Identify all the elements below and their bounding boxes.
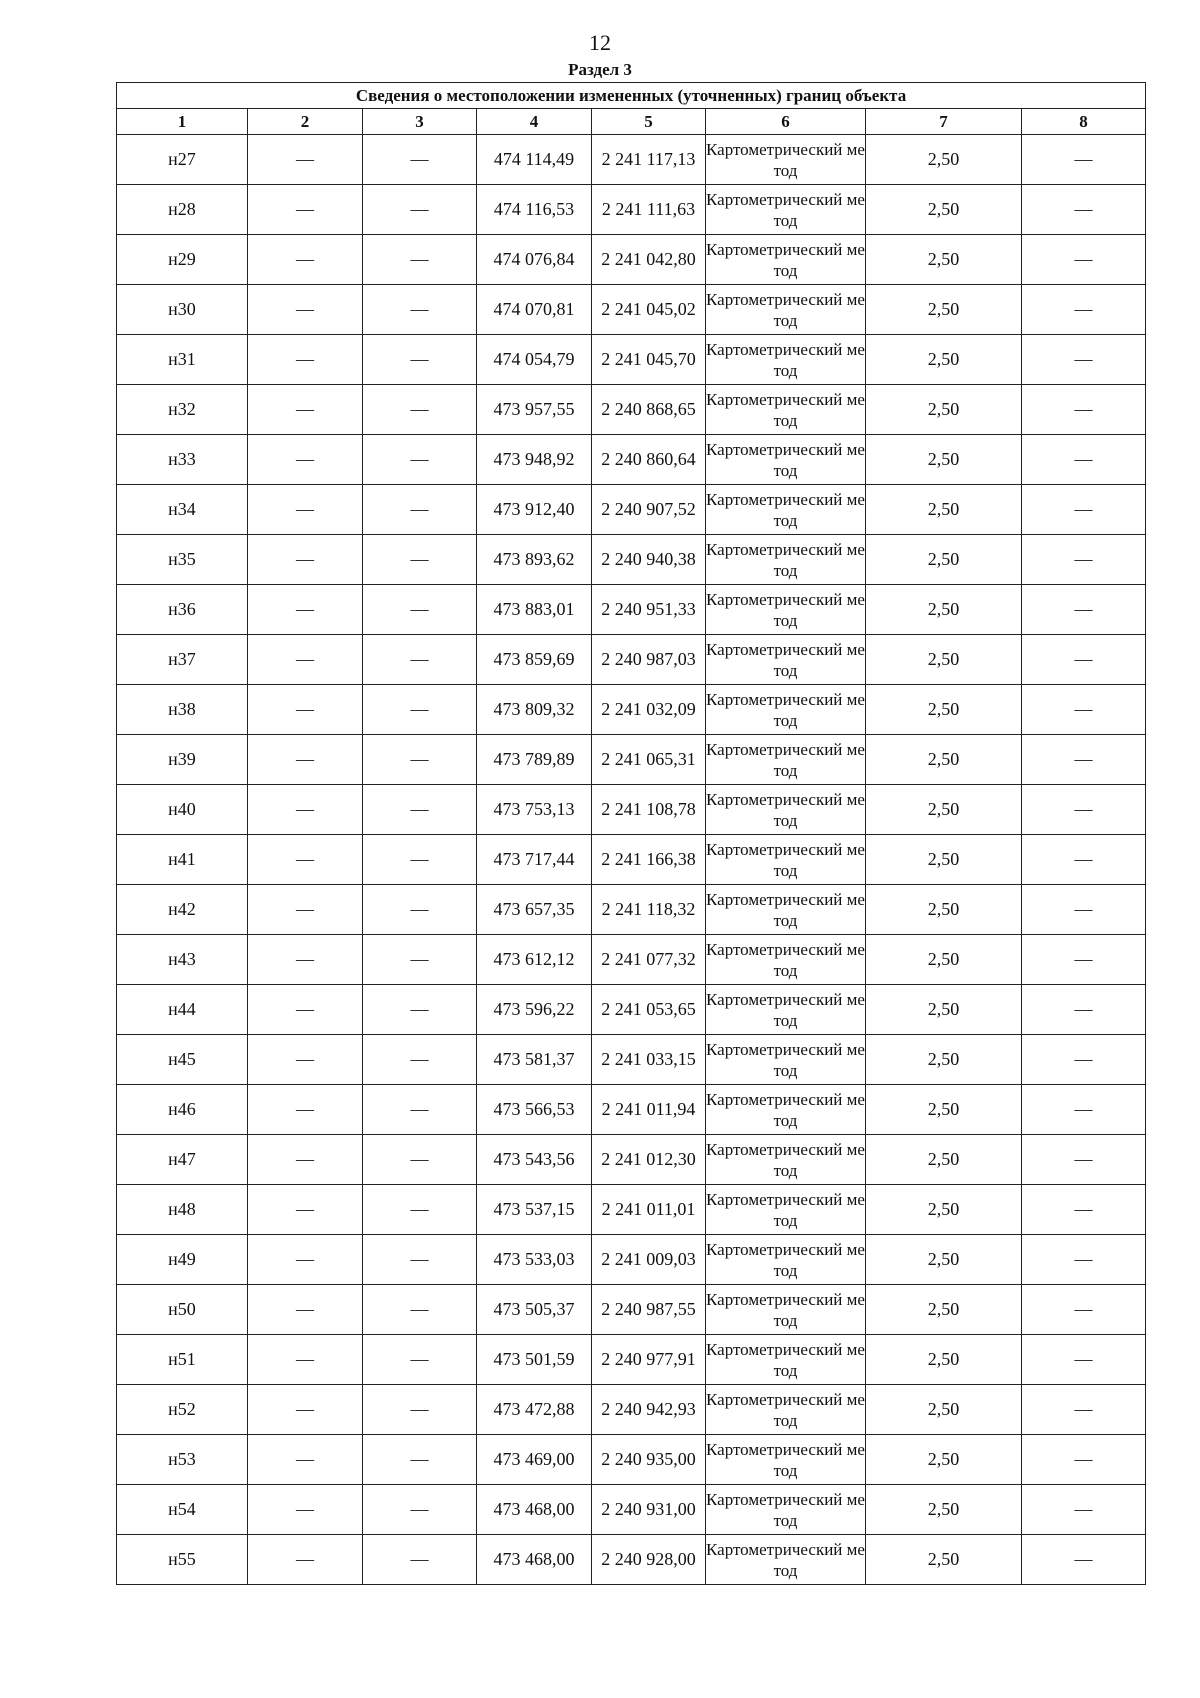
cell-col-8: — xyxy=(1022,285,1146,335)
table-row xyxy=(117,985,1146,1035)
table-row xyxy=(117,1035,1146,1085)
cell-method: Картометрический метод xyxy=(706,735,866,785)
cell-col-8: — xyxy=(1022,1335,1146,1385)
cell-method: Картометрический метод xyxy=(706,885,866,935)
cell-accuracy: 2,50 xyxy=(866,1385,1022,1435)
cell-method: Картометрический метод xyxy=(706,635,866,685)
cell-col-3: — xyxy=(363,585,477,635)
cell-point-name: н51 xyxy=(117,1335,248,1385)
cell-accuracy: 2,50 xyxy=(866,435,1022,485)
column-header: 6 xyxy=(706,109,866,135)
cell-coord-y: 2 241 011,01 xyxy=(592,1185,706,1235)
cell-col-3: — xyxy=(363,185,477,235)
cell-method: Картометрический метод xyxy=(706,335,866,385)
cell-point-name: н49 xyxy=(117,1235,248,1285)
cell-coord-y: 2 241 065,31 xyxy=(592,735,706,785)
cell-method: Картометрический метод xyxy=(706,935,866,985)
cell-col-8: — xyxy=(1022,485,1146,535)
cell-col-2: — xyxy=(248,335,363,385)
cell-coord-x: 473 533,03 xyxy=(477,1235,592,1285)
cell-method: Картометрический метод xyxy=(706,1535,866,1585)
table-row xyxy=(117,535,1146,585)
cell-col-2: — xyxy=(248,1535,363,1585)
cell-col-3: — xyxy=(363,685,477,735)
cell-accuracy: 2,50 xyxy=(866,835,1022,885)
cell-col-8: — xyxy=(1022,835,1146,885)
cell-col-3: — xyxy=(363,1085,477,1135)
cell-coord-y: 2 241 166,38 xyxy=(592,835,706,885)
table-header-row xyxy=(117,109,1146,135)
cell-coord-x: 473 505,37 xyxy=(477,1285,592,1335)
cell-coord-y: 2 240 977,91 xyxy=(592,1335,706,1385)
cell-coord-x: 474 076,84 xyxy=(477,235,592,285)
table-row xyxy=(117,685,1146,735)
cell-col-8: — xyxy=(1022,735,1146,785)
cell-coord-y: 2 241 032,09 xyxy=(592,685,706,735)
cell-col-3: — xyxy=(363,935,477,985)
cell-method: Картометрический метод xyxy=(706,985,866,1035)
column-header: 7 xyxy=(866,109,1022,135)
cell-coord-y: 2 240 860,64 xyxy=(592,435,706,485)
cell-coord-x: 474 114,49 xyxy=(477,135,592,185)
cell-coord-x: 473 566,53 xyxy=(477,1085,592,1135)
table-row xyxy=(117,135,1146,185)
cell-coord-y: 2 240 987,55 xyxy=(592,1285,706,1335)
table-row xyxy=(117,585,1146,635)
cell-col-3: — xyxy=(363,435,477,485)
cell-col-8: — xyxy=(1022,385,1146,435)
cell-point-name: н32 xyxy=(117,385,248,435)
table-row xyxy=(117,435,1146,485)
cell-col-8: — xyxy=(1022,1235,1146,1285)
cell-col-2: — xyxy=(248,785,363,835)
cell-col-3: — xyxy=(363,1235,477,1285)
column-header: 3 xyxy=(363,109,477,135)
cell-coord-x: 473 596,22 xyxy=(477,985,592,1035)
cell-col-2: — xyxy=(248,1235,363,1285)
cell-col-8: — xyxy=(1022,1535,1146,1585)
cell-coord-x: 473 543,56 xyxy=(477,1135,592,1185)
cell-coord-x: 473 657,35 xyxy=(477,885,592,935)
table-row xyxy=(117,1385,1146,1435)
cell-col-3: — xyxy=(363,1035,477,1085)
cell-method: Картометрический метод xyxy=(706,1085,866,1135)
cell-method: Картометрический метод xyxy=(706,1035,866,1085)
cell-coord-y: 2 241 033,15 xyxy=(592,1035,706,1085)
cell-coord-x: 473 912,40 xyxy=(477,485,592,535)
cell-coord-x: 473 883,01 xyxy=(477,585,592,635)
cell-accuracy: 2,50 xyxy=(866,735,1022,785)
cell-col-8: — xyxy=(1022,1285,1146,1335)
table-row xyxy=(117,635,1146,685)
table-row xyxy=(117,1085,1146,1135)
table-row xyxy=(117,1485,1146,1535)
cell-coord-x: 473 789,89 xyxy=(477,735,592,785)
cell-col-2: — xyxy=(248,285,363,335)
cell-col-3: — xyxy=(363,1185,477,1235)
cell-coord-y: 2 241 108,78 xyxy=(592,785,706,835)
cell-col-3: — xyxy=(363,335,477,385)
cell-coord-y: 2 241 009,03 xyxy=(592,1235,706,1285)
cell-coord-y: 2 241 042,80 xyxy=(592,235,706,285)
cell-col-3: — xyxy=(363,885,477,935)
cell-coord-y: 2 240 931,00 xyxy=(592,1485,706,1535)
cell-accuracy: 2,50 xyxy=(866,1035,1022,1085)
cell-col-8: — xyxy=(1022,585,1146,635)
cell-coord-x: 473 612,12 xyxy=(477,935,592,985)
cell-col-8: — xyxy=(1022,685,1146,735)
cell-col-3: — xyxy=(363,1435,477,1485)
cell-col-8: — xyxy=(1022,335,1146,385)
cell-col-8: — xyxy=(1022,435,1146,485)
cell-accuracy: 2,50 xyxy=(866,235,1022,285)
cell-accuracy: 2,50 xyxy=(866,485,1022,535)
cell-col-8: — xyxy=(1022,935,1146,985)
cell-method: Картометрический метод xyxy=(706,1385,866,1435)
column-header: 1 xyxy=(117,109,248,135)
cell-accuracy: 2,50 xyxy=(866,285,1022,335)
cell-point-name: н33 xyxy=(117,435,248,485)
cell-col-3: — xyxy=(363,285,477,335)
cell-coord-x: 473 717,44 xyxy=(477,835,592,885)
cell-point-name: н40 xyxy=(117,785,248,835)
cell-coord-y: 2 240 935,00 xyxy=(592,1435,706,1485)
cell-col-3: — xyxy=(363,1485,477,1535)
cell-col-2: — xyxy=(248,935,363,985)
cell-coord-y: 2 240 942,93 xyxy=(592,1385,706,1435)
cell-coord-y: 2 241 117,13 xyxy=(592,135,706,185)
cell-coord-y: 2 240 940,38 xyxy=(592,535,706,585)
cell-coord-x: 473 753,13 xyxy=(477,785,592,835)
page-number: 12 xyxy=(589,30,611,55)
cell-method: Картометрический метод xyxy=(706,1285,866,1335)
cell-accuracy: 2,50 xyxy=(866,1285,1022,1335)
cell-point-name: н45 xyxy=(117,1035,248,1085)
cell-method: Картометрический метод xyxy=(706,135,866,185)
table-row xyxy=(117,1285,1146,1335)
cell-method: Картометрический метод xyxy=(706,1435,866,1485)
cell-method: Картометрический метод xyxy=(706,585,866,635)
cell-accuracy: 2,50 xyxy=(866,1485,1022,1535)
cell-method: Картометрический метод xyxy=(706,435,866,485)
cell-col-2: — xyxy=(248,1085,363,1135)
cell-point-name: н50 xyxy=(117,1285,248,1335)
cell-coord-y: 2 241 011,94 xyxy=(592,1085,706,1135)
cell-col-8: — xyxy=(1022,185,1146,235)
cell-coord-x: 473 501,59 xyxy=(477,1335,592,1385)
cell-col-2: — xyxy=(248,135,363,185)
cell-coord-y: 2 240 951,33 xyxy=(592,585,706,635)
cell-coord-x: 473 957,55 xyxy=(477,385,592,435)
cell-col-8: — xyxy=(1022,635,1146,685)
cell-point-name: н28 xyxy=(117,185,248,235)
table-row xyxy=(117,935,1146,985)
cell-col-3: — xyxy=(363,1535,477,1585)
cell-point-name: н55 xyxy=(117,1535,248,1585)
cell-point-name: н48 xyxy=(117,1185,248,1235)
cell-col-2: — xyxy=(248,1385,363,1435)
cell-col-8: — xyxy=(1022,1485,1146,1535)
table-row xyxy=(117,735,1146,785)
cell-coord-x: 473 859,69 xyxy=(477,635,592,685)
cell-method: Картометрический метод xyxy=(706,1235,866,1285)
cell-col-2: — xyxy=(248,635,363,685)
cell-coord-x: 474 054,79 xyxy=(477,335,592,385)
coordinates-table xyxy=(116,82,1146,1585)
cell-col-8: — xyxy=(1022,885,1146,935)
cell-coord-x: 474 070,81 xyxy=(477,285,592,335)
cell-method: Картометрический метод xyxy=(706,1485,866,1535)
cell-coord-y: 2 241 118,32 xyxy=(592,885,706,935)
cell-point-name: н44 xyxy=(117,985,248,1035)
cell-col-2: — xyxy=(248,1435,363,1485)
cell-accuracy: 2,50 xyxy=(866,1085,1022,1135)
table-row xyxy=(117,1535,1146,1585)
cell-coord-x: 474 116,53 xyxy=(477,185,592,235)
cell-accuracy: 2,50 xyxy=(866,635,1022,685)
cell-coord-y: 2 240 907,52 xyxy=(592,485,706,535)
cell-col-3: — xyxy=(363,1335,477,1385)
cell-coord-y: 2 241 045,02 xyxy=(592,285,706,335)
cell-method: Картометрический метод xyxy=(706,785,866,835)
cell-coord-y: 2 241 111,63 xyxy=(592,185,706,235)
cell-col-8: — xyxy=(1022,1085,1146,1135)
cell-method: Картометрический метод xyxy=(706,185,866,235)
cell-col-8: — xyxy=(1022,535,1146,585)
table-row xyxy=(117,835,1146,885)
cell-coord-y: 2 241 045,70 xyxy=(592,335,706,385)
cell-method: Картометрический метод xyxy=(706,1185,866,1235)
table-caption: Сведения о местоположении измененных (уточненных) границ объекта xyxy=(117,83,1146,109)
cell-col-3: — xyxy=(363,785,477,835)
cell-method: Картометрический метод xyxy=(706,835,866,885)
cell-col-2: — xyxy=(248,985,363,1035)
cell-col-3: — xyxy=(363,235,477,285)
cell-point-name: н30 xyxy=(117,285,248,335)
cell-col-2: — xyxy=(248,835,363,885)
table-row xyxy=(117,485,1146,535)
cell-coord-x: 473 468,00 xyxy=(477,1485,592,1535)
cell-col-3: — xyxy=(363,1135,477,1185)
cell-col-2: — xyxy=(248,385,363,435)
cell-point-name: н43 xyxy=(117,935,248,985)
cell-coord-x: 473 893,62 xyxy=(477,535,592,585)
cell-point-name: н35 xyxy=(117,535,248,585)
cell-point-name: н52 xyxy=(117,1385,248,1435)
cell-coord-x: 473 469,00 xyxy=(477,1435,592,1485)
cell-accuracy: 2,50 xyxy=(866,335,1022,385)
cell-point-name: н42 xyxy=(117,885,248,935)
table-row xyxy=(117,1435,1146,1485)
cell-coord-y: 2 240 868,65 xyxy=(592,385,706,435)
cell-accuracy: 2,50 xyxy=(866,885,1022,935)
column-header: 5 xyxy=(592,109,706,135)
table-body xyxy=(117,135,1146,1585)
cell-col-8: — xyxy=(1022,135,1146,185)
cell-coord-y: 2 240 987,03 xyxy=(592,635,706,685)
cell-accuracy: 2,50 xyxy=(866,1135,1022,1185)
cell-col-3: — xyxy=(363,835,477,885)
cell-accuracy: 2,50 xyxy=(866,1235,1022,1285)
section-title: Раздел 3 xyxy=(568,60,632,79)
cell-col-3: — xyxy=(363,1285,477,1335)
table-row xyxy=(117,785,1146,835)
cell-method: Картометрический метод xyxy=(706,685,866,735)
table-row xyxy=(117,1235,1146,1285)
cell-col-8: — xyxy=(1022,985,1146,1035)
cell-col-8: — xyxy=(1022,1385,1146,1435)
cell-col-2: — xyxy=(248,585,363,635)
table-row xyxy=(117,1135,1146,1185)
cell-point-name: н39 xyxy=(117,735,248,785)
cell-coord-x: 473 809,32 xyxy=(477,685,592,735)
cell-accuracy: 2,50 xyxy=(866,1535,1022,1585)
cell-point-name: н41 xyxy=(117,835,248,885)
cell-col-3: — xyxy=(363,385,477,435)
cell-col-2: — xyxy=(248,535,363,585)
cell-accuracy: 2,50 xyxy=(866,585,1022,635)
table-row xyxy=(117,885,1146,935)
cell-accuracy: 2,50 xyxy=(866,385,1022,435)
cell-col-2: — xyxy=(248,1185,363,1235)
cell-col-3: — xyxy=(363,485,477,535)
cell-method: Картометрический метод xyxy=(706,285,866,335)
cell-method: Картометрический метод xyxy=(706,385,866,435)
cell-col-2: — xyxy=(248,485,363,535)
cell-point-name: н37 xyxy=(117,635,248,685)
cell-coord-y: 2 241 053,65 xyxy=(592,985,706,1035)
cell-method: Картометрический метод xyxy=(706,235,866,285)
cell-col-3: — xyxy=(363,985,477,1035)
cell-accuracy: 2,50 xyxy=(866,785,1022,835)
cell-accuracy: 2,50 xyxy=(866,935,1022,985)
cell-col-2: — xyxy=(248,1135,363,1185)
cell-col-8: — xyxy=(1022,1185,1146,1235)
cell-coord-x: 473 537,15 xyxy=(477,1185,592,1235)
cell-col-2: — xyxy=(248,685,363,735)
cell-accuracy: 2,50 xyxy=(866,1435,1022,1485)
cell-coord-y: 2 240 928,00 xyxy=(592,1535,706,1585)
cell-accuracy: 2,50 xyxy=(866,135,1022,185)
cell-col-8: — xyxy=(1022,1135,1146,1185)
cell-col-2: — xyxy=(248,235,363,285)
cell-col-2: — xyxy=(248,1485,363,1535)
table-row xyxy=(117,185,1146,235)
cell-method: Картометрический метод xyxy=(706,485,866,535)
cell-coord-y: 2 241 077,32 xyxy=(592,935,706,985)
cell-point-name: н54 xyxy=(117,1485,248,1535)
cell-coord-x: 473 948,92 xyxy=(477,435,592,485)
cell-point-name: н34 xyxy=(117,485,248,535)
cell-coord-x: 473 581,37 xyxy=(477,1035,592,1085)
table-row xyxy=(117,1335,1146,1385)
cell-col-8: — xyxy=(1022,1435,1146,1485)
cell-col-2: — xyxy=(248,435,363,485)
table-row xyxy=(117,385,1146,435)
table-caption-row xyxy=(117,83,1146,109)
cell-method: Картометрический метод xyxy=(706,1135,866,1185)
cell-col-2: — xyxy=(248,1285,363,1335)
cell-col-2: — xyxy=(248,1035,363,1085)
table-row xyxy=(117,1185,1146,1235)
cell-col-2: — xyxy=(248,185,363,235)
cell-col-2: — xyxy=(248,1335,363,1385)
cell-point-name: н29 xyxy=(117,235,248,285)
cell-accuracy: 2,50 xyxy=(866,1335,1022,1385)
cell-accuracy: 2,50 xyxy=(866,1185,1022,1235)
cell-point-name: н47 xyxy=(117,1135,248,1185)
cell-point-name: н38 xyxy=(117,685,248,735)
cell-point-name: н46 xyxy=(117,1085,248,1135)
table-row xyxy=(117,235,1146,285)
cell-coord-x: 473 468,00 xyxy=(477,1535,592,1585)
cell-col-3: — xyxy=(363,1385,477,1435)
cell-col-3: — xyxy=(363,535,477,585)
cell-coord-y: 2 241 012,30 xyxy=(592,1135,706,1185)
cell-method: Картометрический метод xyxy=(706,535,866,585)
cell-col-2: — xyxy=(248,885,363,935)
cell-col-8: — xyxy=(1022,235,1146,285)
table-row xyxy=(117,335,1146,385)
cell-point-name: н36 xyxy=(117,585,248,635)
cell-point-name: н53 xyxy=(117,1435,248,1485)
table-row xyxy=(117,285,1146,335)
cell-col-2: — xyxy=(248,735,363,785)
column-header: 4 xyxy=(477,109,592,135)
cell-accuracy: 2,50 xyxy=(866,185,1022,235)
cell-point-name: н27 xyxy=(117,135,248,185)
cell-col-3: — xyxy=(363,735,477,785)
cell-method: Картометрический метод xyxy=(706,1335,866,1385)
column-header: 8 xyxy=(1022,109,1146,135)
cell-point-name: н31 xyxy=(117,335,248,385)
cell-col-8: — xyxy=(1022,785,1146,835)
cell-accuracy: 2,50 xyxy=(866,985,1022,1035)
cell-accuracy: 2,50 xyxy=(866,685,1022,735)
cell-accuracy: 2,50 xyxy=(866,535,1022,585)
cell-col-8: — xyxy=(1022,1035,1146,1085)
cell-col-3: — xyxy=(363,135,477,185)
cell-coord-x: 473 472,88 xyxy=(477,1385,592,1435)
cell-col-3: — xyxy=(363,635,477,685)
column-header: 2 xyxy=(248,109,363,135)
